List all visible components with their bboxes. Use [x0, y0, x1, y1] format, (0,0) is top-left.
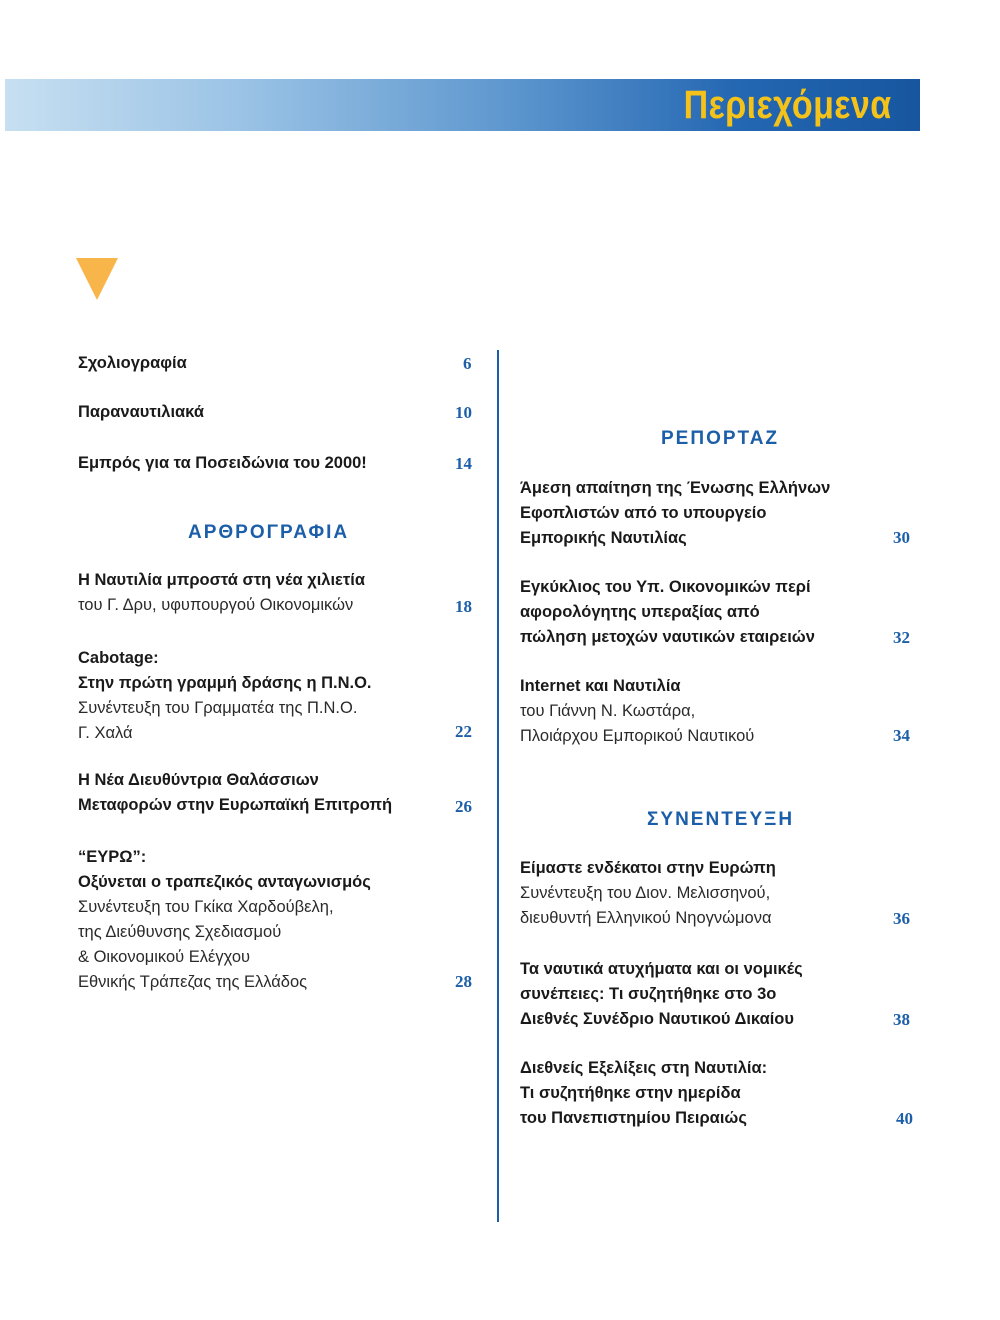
toc-entry[interactable]: [520, 575, 815, 650]
toc-entry[interactable]: [520, 1056, 767, 1131]
toc-entry[interactable]: [78, 845, 371, 995]
page-number: 36: [893, 909, 910, 928]
toc-entry-title: Cabotage:: [78, 649, 159, 667]
toc-entry[interactable]: [78, 400, 204, 425]
toc-entry[interactable]: [520, 476, 830, 551]
toc-entry-title: Είμαστε ενδέκατοι στην Ευρώπη: [520, 859, 776, 877]
toc-entry-subtitle: Συνέντευξη του Γραμματέα της Π.Ν.Ο.: [78, 699, 358, 717]
toc-entry-subtitle: του Γιάννη Ν. Κωστάρα,: [520, 702, 696, 720]
toc-entry[interactable]: [78, 646, 372, 746]
toc-entry-title: Σχολιογραφία: [78, 354, 187, 372]
toc-entry-subtitle: Γ. Χαλά: [78, 724, 133, 742]
toc-entry-title: συνέπειες: Τι συζητήθηκε στο 3ο: [520, 985, 777, 1003]
page-number: 14: [455, 454, 472, 473]
toc-entry-title: Η Ναυτιλία μπροστά στη νέα χιλιετία: [78, 571, 365, 589]
toc-entry-title: Διεθνές Συνέδριο Ναυτικού Δικαίου: [520, 1010, 794, 1028]
toc-entry-subtitle: Συνέντευξη του Γκίκα Χαρδούβελη,: [78, 898, 334, 916]
toc-entry-title: αφορολόγητης υπεραξίας από: [520, 603, 760, 621]
toc-entry[interactable]: [520, 856, 776, 931]
toc-entry-subtitle: Πλοιάρχου Εμπορικού Ναυτικού: [520, 727, 755, 745]
toc-entry-title: Οξύνεται ο τραπεζικός ανταγωνισμός: [78, 873, 371, 891]
toc-entry-subtitle: & Οικονομικού Ελέγχου: [78, 948, 251, 966]
toc-entry-subtitle: διευθυντή Ελληνικού Νηογνώμονα: [520, 909, 772, 927]
page-number: 38: [893, 1010, 910, 1029]
section-heading: ΑΡΘΡΟΓΡΑΦΙΑ: [188, 522, 350, 543]
toc-entry-title: Εφοπλιστών από το υπουργείο: [520, 504, 767, 522]
toc-entry[interactable]: [78, 351, 187, 376]
toc-entry-subtitle: Εθνικής Τράπεζας της Ελλάδος: [78, 973, 308, 991]
toc-entry[interactable]: [78, 451, 367, 476]
page-number: 34: [893, 726, 910, 745]
page-number: 6: [463, 354, 472, 373]
toc-entry-subtitle: της Διεύθυνσης Σχεδιασμού: [78, 923, 282, 941]
toc-entry[interactable]: [78, 568, 365, 618]
toc-entry-title: Τα ναυτικά ατυχήματα και οι νομικές: [520, 960, 803, 978]
toc-entry-title: “ΕΥΡΩ”:: [78, 848, 147, 866]
toc-entry-title: Άμεση απαίτηση της Ένωσης Ελλήνων: [520, 479, 831, 497]
section-heading: ΣΥΝΕΝΤΕΥΞΗ: [647, 809, 795, 830]
toc-entry-title: Μεταφορών στην Ευρωπαϊκή Επιτροπή: [78, 796, 393, 814]
triangle-marker-icon: [76, 258, 118, 300]
page-number: 30: [893, 528, 910, 547]
toc-entry[interactable]: [520, 957, 803, 1032]
toc-entry-title: του Πανεπιστημίου Πειραιώς: [520, 1109, 747, 1127]
toc-entry-title: Εγκύκλιος του Υπ. Οικονομικών περί: [520, 578, 811, 596]
toc-entry-title: πώληση μετοχών ναυτικών εταιρειών: [520, 628, 815, 646]
page-number: 10: [455, 403, 472, 422]
section-heading: ΡΕΠΟΡΤΑΖ: [661, 428, 780, 449]
page-number: 22: [455, 722, 472, 741]
toc-entry-title: Εμπορικής Ναυτιλίας: [520, 529, 687, 547]
toc-entry-title: Διεθνείς Εξελίξεις στη Ναυτιλία:: [520, 1059, 768, 1077]
page-number: 28: [455, 972, 472, 991]
toc-entry-title: Παραναυτιλιακά: [78, 403, 204, 421]
page-number: 26: [455, 797, 472, 816]
toc-entry-subtitle: του Γ. Δρυ, υφυπουργού Οικονομικών: [78, 596, 354, 614]
toc-entry-title: Εμπρός για τα Ποσειδώνια του 2000!: [78, 454, 367, 472]
toc-entry-title: Τι συζητήθηκε στην ημερίδα: [520, 1084, 741, 1102]
page-number: 32: [893, 628, 910, 647]
page-title: Περιεχόμενα: [684, 83, 892, 127]
page-number: 18: [455, 597, 472, 616]
toc-entry[interactable]: [520, 674, 754, 749]
header-banner: [5, 79, 920, 131]
toc-entry-title: Στην πρώτη γραμμή δράσης η Π.Ν.Ο.: [78, 674, 372, 692]
toc-entry-subtitle: Συνέντευξη του Διον. Μελισσηνού,: [520, 884, 771, 902]
toc-entry-title: Η Νέα Διευθύντρια Θαλάσσιων: [78, 771, 319, 789]
toc-entry-title: Internet και Ναυτιλία: [520, 677, 681, 695]
toc-entry[interactable]: [78, 768, 392, 818]
column-divider: [497, 350, 499, 1222]
page-number: 40: [896, 1109, 913, 1128]
